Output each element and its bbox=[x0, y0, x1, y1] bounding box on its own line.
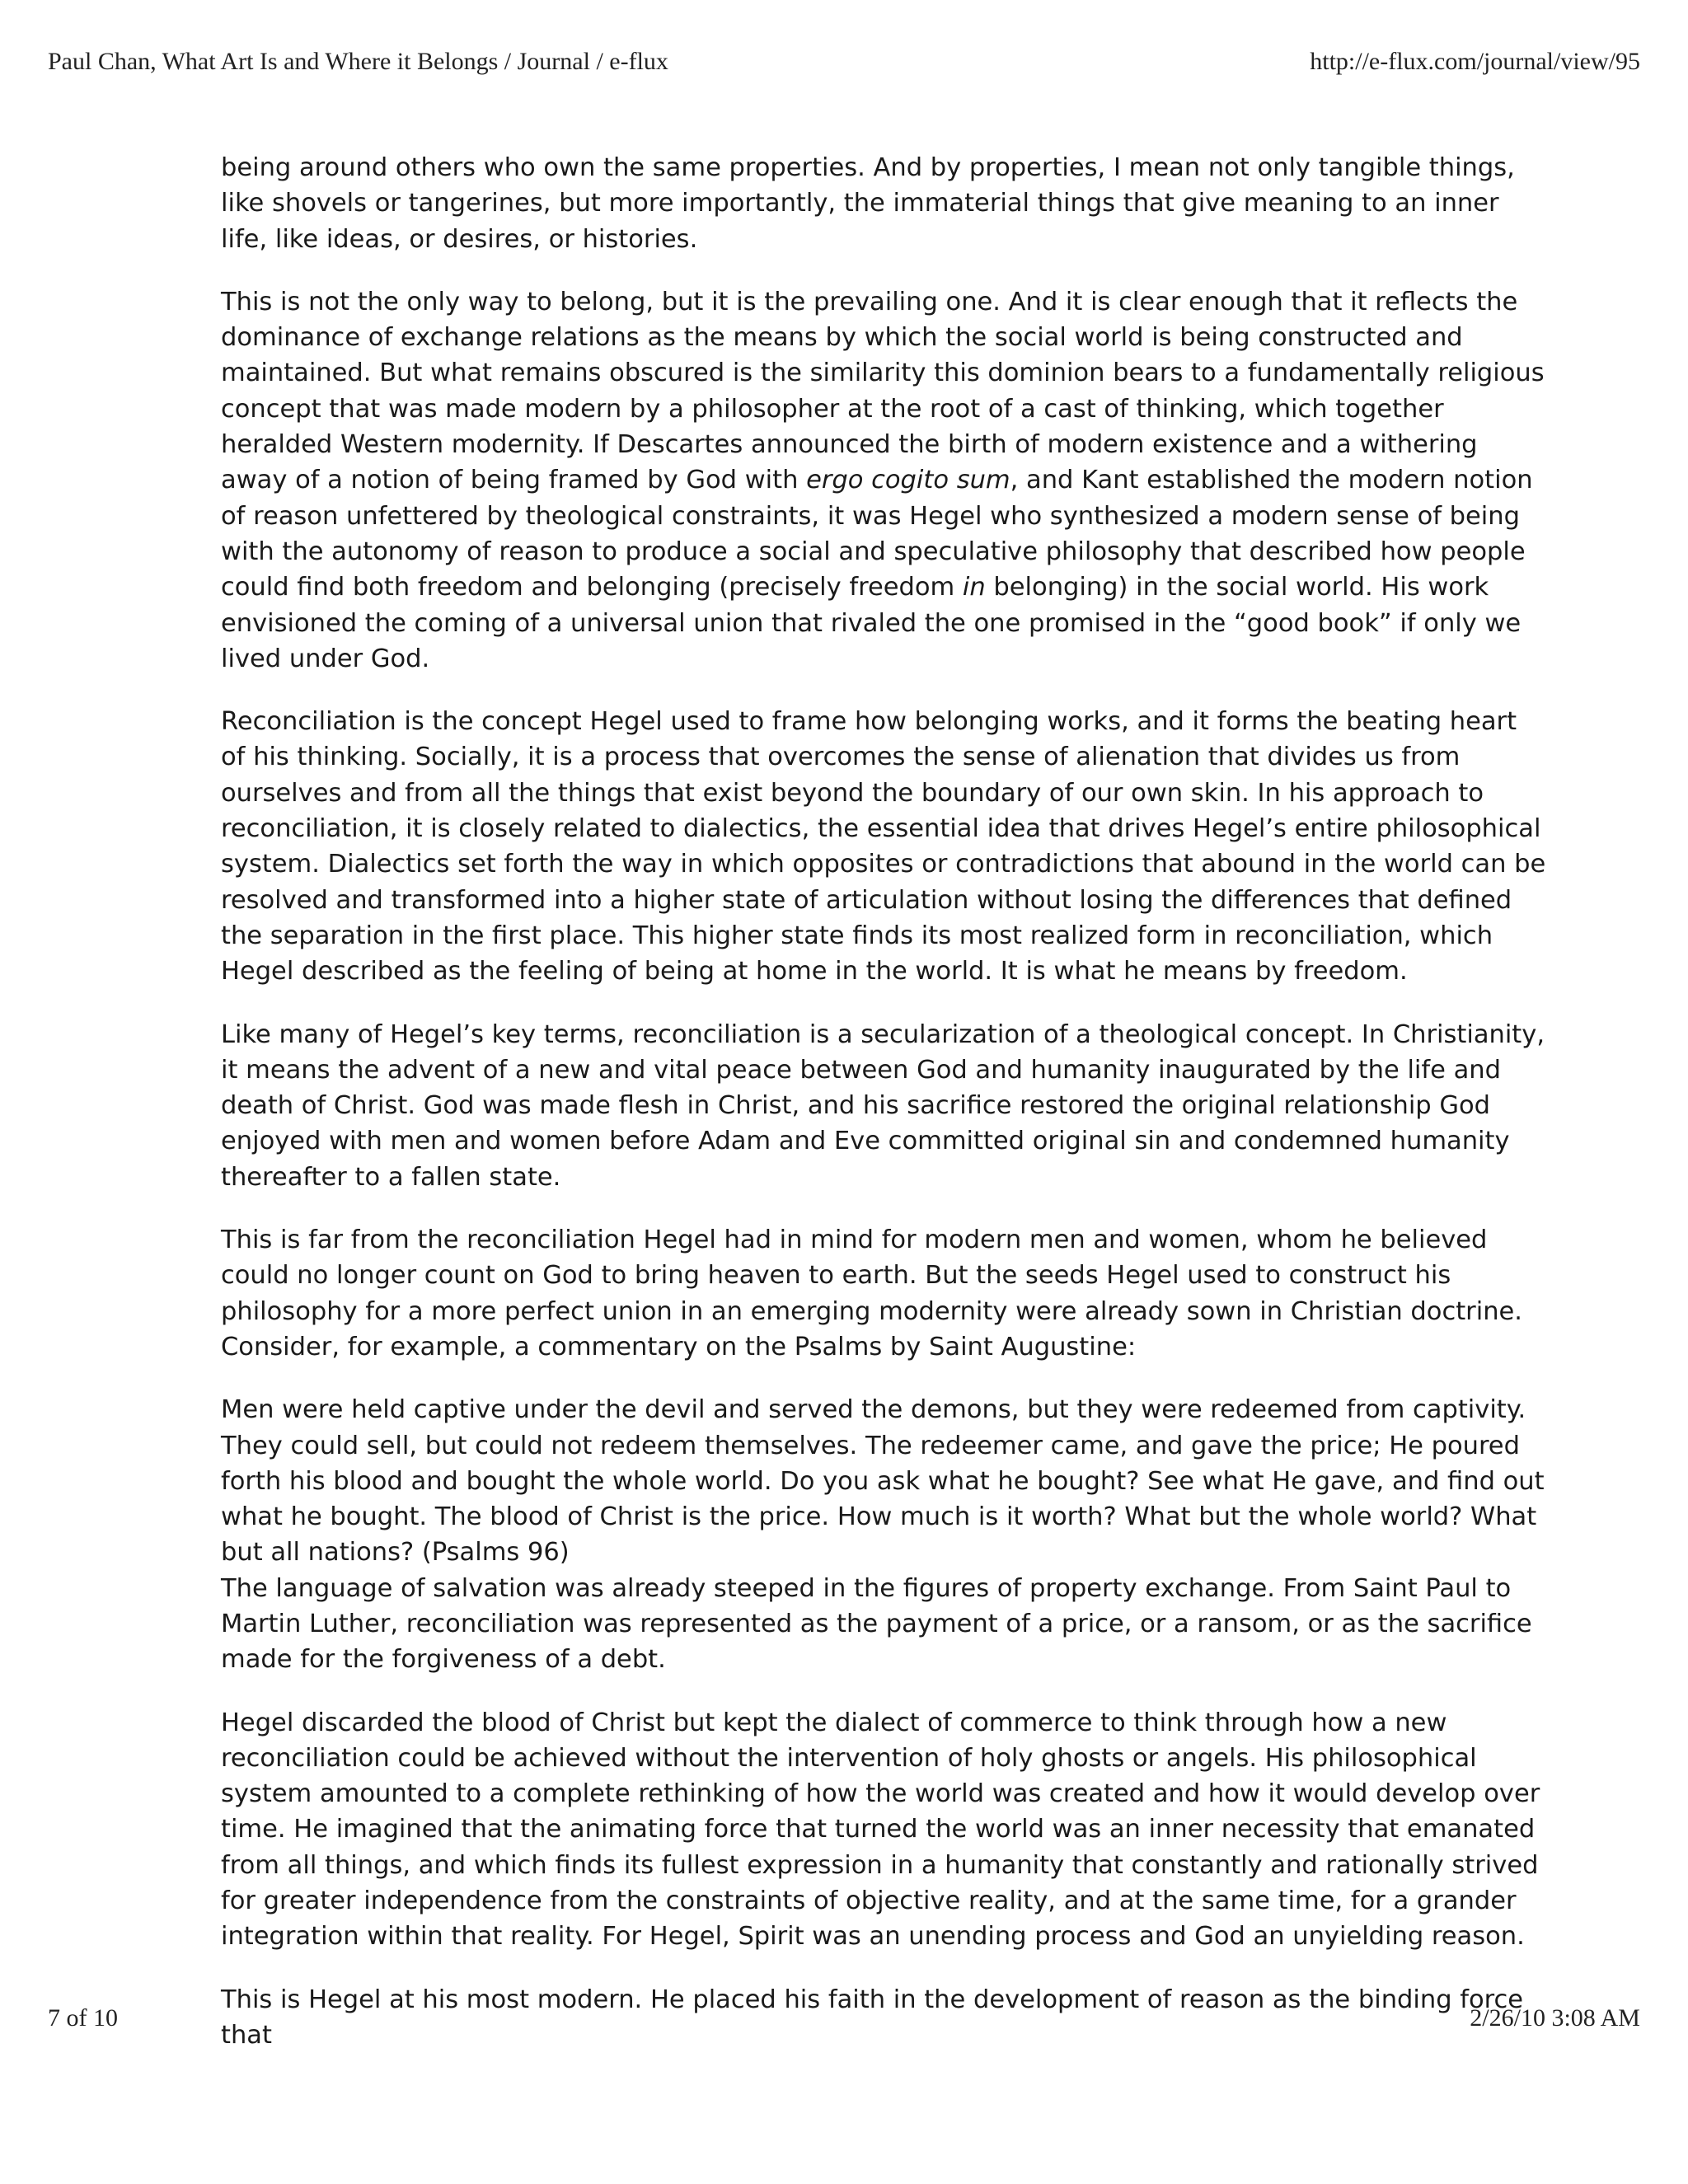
page-url: http://e-flux.com/journal/view/95 bbox=[1310, 48, 1640, 75]
paragraph-2-text-b: , and Kant established the modern notion of reason unfettered by theological constraints, it was Hegel who synthesized a modern sense of being with the autonomy of reason to produce a social and speculative philosophy that described how people could find both freedom and belonging (precisely freedom bbox=[221, 466, 1533, 602]
paragraph-2-italic-in: in bbox=[962, 573, 986, 602]
paragraph-4: Like many of Hegel’s key terms, reconciliation is a secularization of a theological concept. In Christianity, it means the advent of a new and vital peace between God and humanity inaugurated by the life and death of Christ. God was made flesh in Christ, and his sacrifice restored the original relationship God enjoyed with men and women before Adam and Eve committed original sin and condemned humanity thereafter to a fallen state. bbox=[221, 1019, 1545, 1192]
paragraph-1: being around others who own the same properties. And by properties, I mean not only tangible things, like shovels or tangerines, but more importantly, the immaterial things that give meaning to an inner life, like ideas, or desires, or histories. bbox=[221, 153, 1515, 254]
page-title: Paul Chan, What Art Is and Where it Belongs / Journal / e-flux bbox=[48, 48, 668, 75]
page-number: 7 of 10 bbox=[48, 2004, 118, 2032]
print-footer bbox=[48, 2004, 1640, 2032]
paragraph-7: Hegel discarded the blood of Christ but kept the dialect of commerce to think through how a new reconciliation could be achieved without the intervention of holy ghosts or angels. His philosophical system amounted to a complete rethinking of how the world was created and how it would develop over time. He imagined that the animating force that turned the world was an inner necessity that emanated from all things, and which finds its fullest expression in a humanity that constantly and rationally strived for greater independence from the constraints of objective reality, and at the same time, for a grander integration within that reality. For Hegel, Spirit was an unending process and God an unyielding reason. bbox=[221, 1708, 1540, 1952]
paragraph-5: This is far from the reconciliation Hegel had in mind for modern men and women, whom he believed could no longer count on God to bring heaven to earth. But the seeds Hegel used to construct his philosophy for a more perfect union in an emerging modernity were already sown in Christian doctrine. Consider, for example, a commentary on the Psalms by Saint Augustine: bbox=[221, 1226, 1522, 1361]
print-header bbox=[48, 48, 1640, 76]
print-datetime: 2/26/10 3:08 AM bbox=[1470, 2004, 1640, 2032]
article-body bbox=[221, 150, 1548, 2080]
paragraph-2 bbox=[221, 284, 1548, 677]
paragraph-8: This is Hegel at his most modern. He placed his faith in the development of reason as the binding force that bbox=[221, 1985, 1524, 2050]
paragraph-2-italic-ergo-cogito-sum: ergo cogito sum bbox=[806, 466, 1010, 495]
augustine-quote: Men were held captive under the devil and served the demons, but they were redeemed from captivity. They could sell, but could not redeem themselves. The redeemer came, and gave the price; He poured forth his blood and bought the whole world. Do you ask what he bought? See what He gave, and find out what he bought. The blood of Christ is the price. How much is it worth? What but the whole world? What but all nations? (Psalms 96) bbox=[221, 1395, 1545, 1568]
paragraph-2-text-c: belonging) in the social world. His work envisioned the coming of a universal union that rivaled the one promised in the “good book” if only we lived under God. bbox=[221, 573, 1522, 673]
paragraph-6: The language of salvation was already steeped in the figures of property exchange. From Saint Paul to Martin Luther, reconciliation was represented as the payment of a price, or a ransom, or as the sacrifice made for the forgiveness of a debt. bbox=[221, 1573, 1532, 1675]
paragraph-2-text-a: This is not the only way to belong, but it is the prevailing one. And it is clear enough that it reflects the dominance of exchange relations as the means by which the social world is being constructed and maintained. But what remains obscured is the similarity this dominion bears to a fundamentally religious concept that was made modern by a philosopher at the root of a cast of thinking, which together heralded Western modernity. If Descartes announced the birth of modern existence and a withering away of a notion of being framed by God with bbox=[221, 287, 1545, 495]
paragraph-3: Reconciliation is the concept Hegel used to frame how belonging works, and it forms the beating heart of his thinking. Socially, it is a process that overcomes the sense of alienation that divides us from ourselves and from all the things that exist beyond the boundary of our own skin. In his approach to reconciliation, it is closely related to dialectics, the essential idea that drives Hegel’s entire philosophical system. Dialectics set forth the way in which opposites or contradictions that abound in the world can be resolved and transformed into a higher state of articulation without losing the differences that defined the separation in the first place. This higher state finds its most realized form in reconciliation, which Hegel described as the feeling of being at home in the world. It is what he means by freedom. bbox=[221, 707, 1546, 987]
